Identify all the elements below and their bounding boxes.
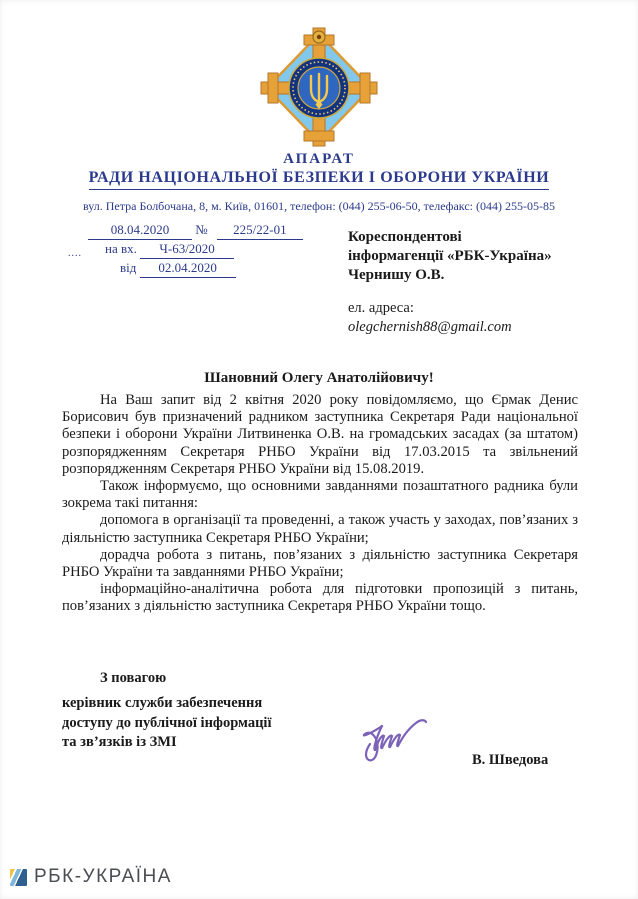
incoming-ref-row	[88, 240, 303, 259]
paragraph: допомога в організації та проведенні, а також участь у заходах, пов’язаних з діяльністю заступника Секретаря РНБО України;	[62, 512, 578, 546]
rbc-logo-icon	[10, 869, 27, 886]
org-name-line2: РАДИ НАЦІОНАЛЬНОЇ БЕЗПЕКИ І ОБОРОНИ УКРАЇНИ	[0, 169, 638, 190]
paragraph: Також інформуємо, що основними завданнями позаштатного радника були зокрема такі питання:	[62, 478, 578, 512]
recipient-line3: Чернишу О.В.	[348, 267, 445, 283]
org-address: вул. Петра Болбочана, 8, м. Київ, 01601, телефон: (044) 255-06-50, телефакс: (044) 255-05-85	[83, 199, 555, 213]
outgoing-date: 08.04.2020	[88, 221, 192, 240]
paragraph: інформаційно-аналітична робота для підготовки пропозицій з питань, пов’язаних з діяльністю заступника Секретаря РНБО України тощо.	[62, 581, 578, 615]
signer-title-line1: керівник служби забезпечення	[62, 695, 263, 711]
incoming-label: на вх.	[105, 241, 137, 256]
salutation: Шановний Олегу Анатолійовичу!	[204, 370, 434, 386]
number-sign: №	[195, 222, 208, 237]
handwritten-signature	[346, 700, 450, 772]
paragraph: дорадча робота з питань, пов’язаних з діяльністю заступника Секретаря РНБО України та завданнями РНБО України;	[62, 546, 578, 581]
nsdc-emblem-icon	[259, 26, 379, 148]
signer-title	[62, 694, 272, 753]
email-label: ел. адреса:	[348, 300, 414, 316]
rbc-logo-text: РБК-УКРАЇНА	[34, 866, 172, 887]
letter-body	[62, 392, 578, 616]
incoming-number: Ч-63/2020	[140, 240, 234, 259]
from-label: від	[120, 260, 137, 275]
recipient-line2: інформагенції «РБК-Україна»	[348, 248, 552, 264]
rbc-ukraine-logo	[10, 866, 172, 888]
outgoing-ref-row	[88, 221, 303, 240]
margin-dots: ....	[68, 248, 82, 259]
signer-title-line3: та зв’язків із ЗМІ	[62, 734, 177, 750]
reference-block	[68, 221, 303, 278]
signer-name: В. Шведова	[472, 752, 549, 768]
recipient-line1: Кореспондентові	[348, 229, 462, 245]
outgoing-number: 225/22-01	[217, 221, 303, 240]
paragraph: На Ваш запит від 2 квітня 2020 року повідомляємо, що Єрмак Денис Борисович був призначений радником заступника Секретаря Ради національної безпеки і оборони України Литвиненка О.В. на громадських засадах (за штатом) розпорядженням Секретаря РНБО України від 17.03.2015 та звільнений розпорядженням Секретаря РНБО України від 15.08.2019.	[62, 392, 578, 477]
closing-phrase: З повагою	[100, 670, 167, 686]
signer-title-line2: доступу до публічної інформації	[62, 714, 272, 731]
recipient-block	[348, 228, 552, 337]
org-name-line1: АПАРАТ	[283, 151, 355, 167]
recipient-email: olegchernish88@gmail.com	[348, 319, 512, 335]
incoming-date: 02.04.2020	[140, 259, 236, 278]
incoming-date-row	[88, 259, 303, 278]
